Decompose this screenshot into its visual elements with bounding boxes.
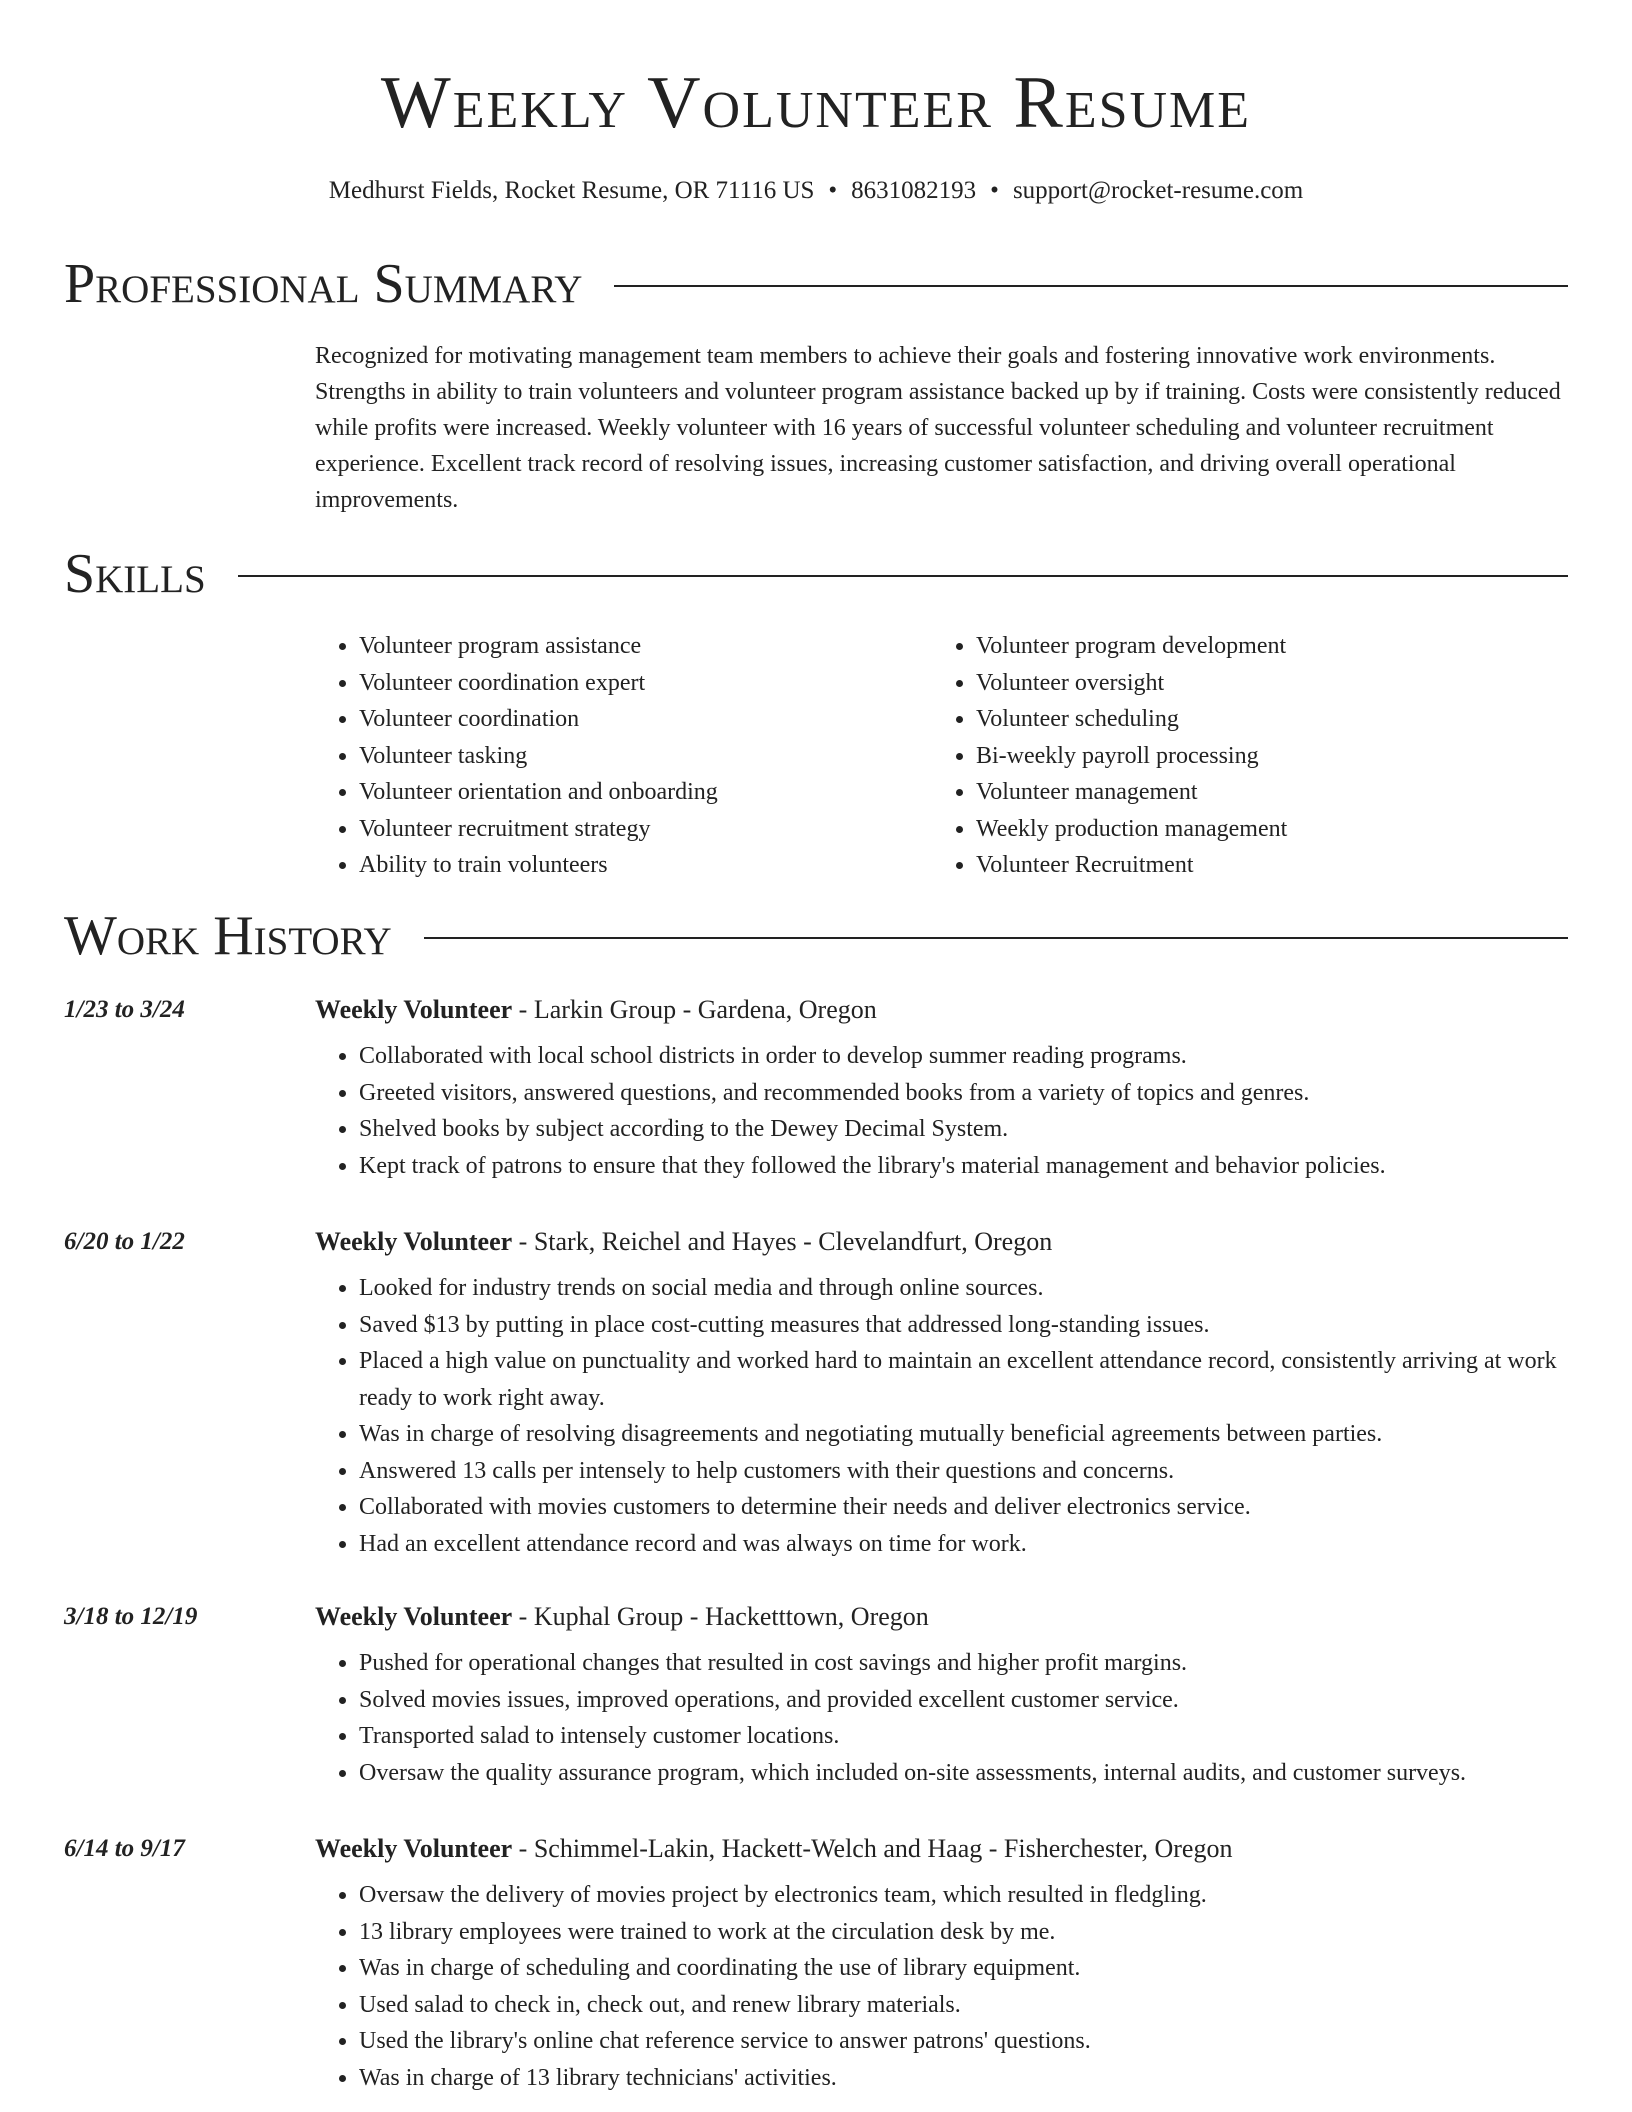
job-bullet: • Collaborated with local school districts in order to develop summer reading programs. bbox=[359, 1038, 1612, 1075]
contact-separator: • bbox=[828, 177, 838, 204]
job-bullets bbox=[315, 1270, 1612, 1562]
job-bullet: • 13 library employees were trained to work at the circulation desk by me. bbox=[359, 1914, 1612, 1951]
summary-section-title: Professional Summary bbox=[64, 253, 583, 315]
job-bullet: • Was in charge of scheduling and coordinating the use of library equipment. bbox=[359, 1950, 1612, 1987]
job-bullet: • Transported salad to intensely customer locations. bbox=[359, 1718, 1612, 1755]
skill-item: • Volunteer program assistance bbox=[359, 628, 932, 665]
job-role: Weekly Volunteer bbox=[315, 1834, 513, 1863]
skills-section-header bbox=[64, 542, 1568, 606]
skill-item: • Volunteer coordination expert bbox=[359, 665, 932, 702]
job-dates: 6/20 to 1/22 bbox=[64, 1228, 185, 1255]
job-heading bbox=[315, 1599, 929, 1635]
job-heading bbox=[315, 992, 877, 1028]
job-bullet: • Oversaw the delivery of movies project by electronics team, which resulted in fledgling. bbox=[359, 1877, 1612, 1914]
skill-item: • Volunteer program development bbox=[976, 628, 1556, 665]
summary-text: Recognized for motivating management team members to achieve their goals and fostering innovative work environments. Strengths in ability to train volunteers and volunteer program assistance backed up by if training. Costs were consistently reduced while profits were increased. Weekly volunteer with 16 years of successful volunteer scheduling and volunteer recruitment experience. Excellent track record of resolving issues, increasing customer satisfaction, and driving overall operational improvements. bbox=[315, 343, 1561, 513]
skill-item: • Volunteer oversight bbox=[976, 665, 1556, 702]
job-employer: - Schimmel-Lakin, Hackett-Welch and Haag - Fisherchester, Oregon bbox=[512, 1834, 1233, 1863]
skill-item: • Volunteer Recruitment bbox=[976, 847, 1556, 884]
job-dates: 1/23 to 3/24 bbox=[64, 996, 185, 1023]
job-bullet: • Was in charge of resolving disagreements and negotiating mutually beneficial agreements between parties. bbox=[359, 1416, 1612, 1453]
job-bullet: • Answered 13 calls per intensely to help customers with their questions and concerns. bbox=[359, 1453, 1612, 1490]
skill-item: • Ability to train volunteers bbox=[359, 847, 932, 884]
job-bullet: • Solved movies issues, improved operations, and provided excellent customer service. bbox=[359, 1682, 1612, 1719]
job-bullet: • Greeted visitors, answered questions, and recommended books from a variety of topics and genres. bbox=[359, 1075, 1612, 1112]
job-role: Weekly Volunteer bbox=[315, 1602, 513, 1631]
skills-column-left bbox=[315, 628, 932, 884]
job-employer: - Stark, Reichel and Hayes - Clevelandfurt, Oregon bbox=[512, 1227, 1053, 1256]
job-bullet: • Used salad to check in, check out, and renew library materials. bbox=[359, 1987, 1612, 2024]
job-bullet: • Used the library's online chat reference service to answer patrons' questions. bbox=[359, 2023, 1612, 2060]
section-divider bbox=[238, 575, 1568, 577]
job-employer: - Kuphal Group - Hacketttown, Oregon bbox=[512, 1602, 929, 1631]
contact-email: support@rocket-resume.com bbox=[1012, 177, 1304, 204]
skills-column-right bbox=[932, 628, 1556, 884]
job-role: Weekly Volunteer bbox=[315, 995, 513, 1024]
skill-item: • Volunteer coordination bbox=[359, 701, 932, 738]
job-bullet: • Collaborated with movies customers to determine their needs and deliver electronics service. bbox=[359, 1489, 1612, 1526]
skill-item: • Volunteer recruitment strategy bbox=[359, 811, 932, 848]
job-bullet: • Oversaw the quality assurance program, which included on-site assessments, internal audits, and customer surveys. bbox=[359, 1755, 1612, 1792]
summary-section-header bbox=[64, 252, 1568, 316]
job-bullets bbox=[315, 1038, 1612, 1184]
job-bullet: • Kept track of patrons to ensure that they followed the library's material management and behavior policies. bbox=[359, 1148, 1612, 1185]
skill-item: • Volunteer scheduling bbox=[976, 701, 1556, 738]
job-bullet: • Was in charge of 13 library technicians' activities. bbox=[359, 2060, 1612, 2097]
job-heading bbox=[315, 1831, 1232, 1867]
resume-title: Weekly Volunteer Resume bbox=[380, 62, 1252, 144]
work-section-title: Work History bbox=[64, 905, 392, 967]
job-role: Weekly Volunteer bbox=[315, 1227, 513, 1256]
job-bullet: • Saved $13 by putting in place cost-cutting measures that addressed long-standing issues. bbox=[359, 1307, 1612, 1344]
contact-line bbox=[0, 174, 1632, 208]
contact-separator: • bbox=[990, 177, 999, 204]
job-bullet: • Shelved books by subject according to the Dewey Decimal System. bbox=[359, 1111, 1612, 1148]
job-heading bbox=[315, 1224, 1052, 1260]
job-dates: 6/14 to 9/17 bbox=[64, 1835, 185, 1862]
job-bullet: • Pushed for operational changes that resulted in cost savings and higher profit margins. bbox=[359, 1645, 1612, 1682]
skill-item: • Weekly production management bbox=[976, 811, 1556, 848]
contact-phone: 8631082193 bbox=[851, 177, 977, 204]
skills-list bbox=[315, 628, 1568, 884]
job-bullet: • Placed a high value on punctuality and worked hard to maintain an excellent attendance record, consistently arriving at work ready to work right away. bbox=[359, 1343, 1612, 1416]
skill-item: • Bi-weekly payroll processing bbox=[976, 738, 1556, 775]
job-employer: - Larkin Group - Gardena, Oregon bbox=[512, 995, 877, 1024]
job-bullets bbox=[315, 1877, 1612, 2096]
skill-item: • Volunteer orientation and onboarding bbox=[359, 774, 932, 811]
job-dates: 3/18 to 12/19 bbox=[64, 1603, 198, 1630]
job-bullet: • Looked for industry trends on social media and through online sources. bbox=[359, 1270, 1612, 1307]
section-divider bbox=[424, 937, 1568, 939]
skill-item: • Volunteer management bbox=[976, 774, 1556, 811]
job-bullets bbox=[315, 1645, 1612, 1791]
work-section-header bbox=[64, 904, 1568, 968]
skills-section-title: Skills bbox=[64, 543, 206, 605]
section-divider bbox=[614, 285, 1568, 287]
skill-item: • Volunteer tasking bbox=[359, 738, 932, 775]
job-bullet: • Had an excellent attendance record and was always on time for work. bbox=[359, 1526, 1612, 1563]
contact-address: Medhurst Fields, Rocket Resume, OR 71116 US bbox=[328, 177, 815, 204]
